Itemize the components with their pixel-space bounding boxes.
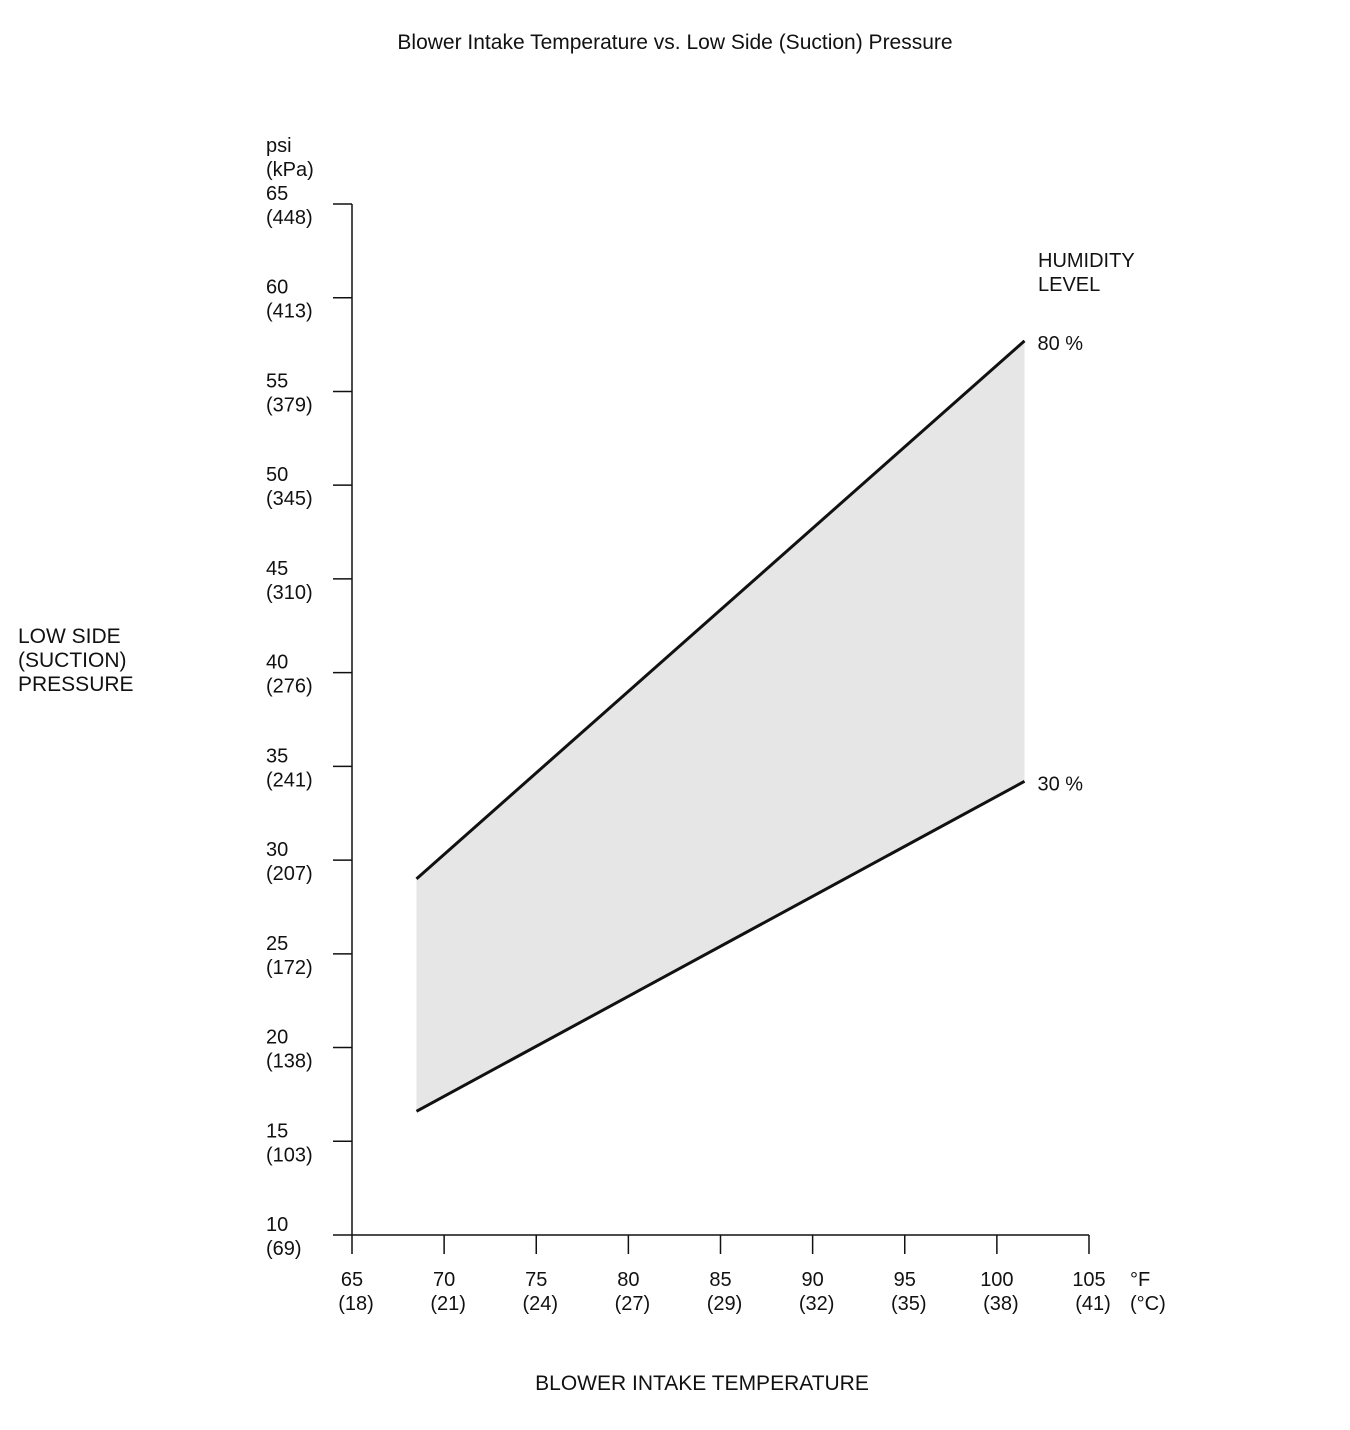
humidity-band	[416, 341, 1024, 1111]
x-tick-label: 105	[1072, 1269, 1106, 1291]
y-tick-sublabel: (172)	[266, 956, 313, 979]
x-tick-label: 85	[709, 1269, 732, 1291]
y-tick-label: 35	[266, 745, 289, 768]
y-axis-label-line-1: LOW SIDE	[18, 625, 121, 648]
y-tick-sublabel: (103)	[266, 1144, 313, 1167]
y-axis-label-line-2: (SUCTION)	[18, 649, 127, 672]
y-tick-label: 30	[266, 839, 289, 862]
y-tick-label: 40	[266, 651, 289, 674]
y-tick-label: 60	[266, 276, 289, 299]
y-tick-label: 65	[266, 183, 289, 205]
x-tick-sublabel: (27)	[614, 1293, 651, 1315]
y-tick-sublabel: (379)	[266, 394, 313, 417]
x-tick-sublabel: (35)	[890, 1293, 927, 1315]
y-tick-label: 50	[266, 464, 289, 487]
y-tick-sublabel: (69)	[266, 1238, 302, 1260]
y-tick-label: 55	[266, 370, 289, 393]
x-tick-sublabel: (38)	[983, 1293, 1019, 1315]
y-tick-sublabel: (310)	[266, 581, 313, 604]
x-tick-sublabel: (21)	[430, 1293, 466, 1315]
x-tick-sublabel: (18)	[338, 1293, 374, 1315]
x-tick-sublabel: (29)	[706, 1293, 743, 1315]
x-tick-label: 100	[980, 1269, 1014, 1291]
y-tick-label: 20	[266, 1026, 289, 1049]
y-unit-kpa: (kPa)	[266, 159, 314, 181]
plot-area	[266, 183, 1111, 1315]
y-tick-sublabel: (345)	[266, 488, 313, 511]
chart-title: Blower Intake Temperature vs. Low Side (Suction) Pressure	[397, 31, 953, 54]
y-tick-sublabel: (207)	[266, 863, 313, 886]
y-unit-psi: psi	[266, 135, 292, 157]
x-axis-label: BLOWER INTAKE TEMPERATURE	[535, 1372, 869, 1395]
y-tick-sublabel: (138)	[266, 1050, 313, 1073]
y-tick-sublabel: (276)	[266, 675, 313, 698]
y-tick-label: 25	[266, 932, 289, 955]
x-unit-c: (°C)	[1130, 1293, 1166, 1315]
y-tick-sublabel: (241)	[266, 769, 313, 792]
x-tick-label: 65	[340, 1269, 364, 1291]
x-tick-sublabel: (41)	[1075, 1293, 1111, 1315]
legend-title-line-2: LEVEL	[1038, 274, 1101, 296]
y-tick-label: 10	[266, 1214, 289, 1236]
x-tick-sublabel: (32)	[798, 1293, 835, 1315]
x-unit-f: °F	[1130, 1269, 1151, 1291]
x-tick-sublabel: (24)	[522, 1293, 559, 1315]
x-tick-label: 80	[617, 1269, 640, 1291]
x-tick-label: 95	[893, 1269, 916, 1291]
x-tick-label: 70	[433, 1269, 456, 1291]
y-tick-label: 45	[266, 557, 289, 580]
y-tick-label: 15	[266, 1120, 289, 1143]
x-tick-label: 90	[801, 1269, 824, 1291]
legend-title-line-1: HUMIDITY	[1038, 250, 1135, 272]
y-tick-sublabel: (413)	[266, 300, 313, 323]
series-label-humidity-30: 30 %	[1037, 773, 1084, 796]
series-label-humidity-80: 80 %	[1037, 332, 1084, 355]
y-axis-label-line-3: PRESSURE	[18, 673, 134, 696]
y-tick-sublabel: (448)	[266, 207, 313, 229]
x-tick-label: 75	[525, 1269, 548, 1291]
